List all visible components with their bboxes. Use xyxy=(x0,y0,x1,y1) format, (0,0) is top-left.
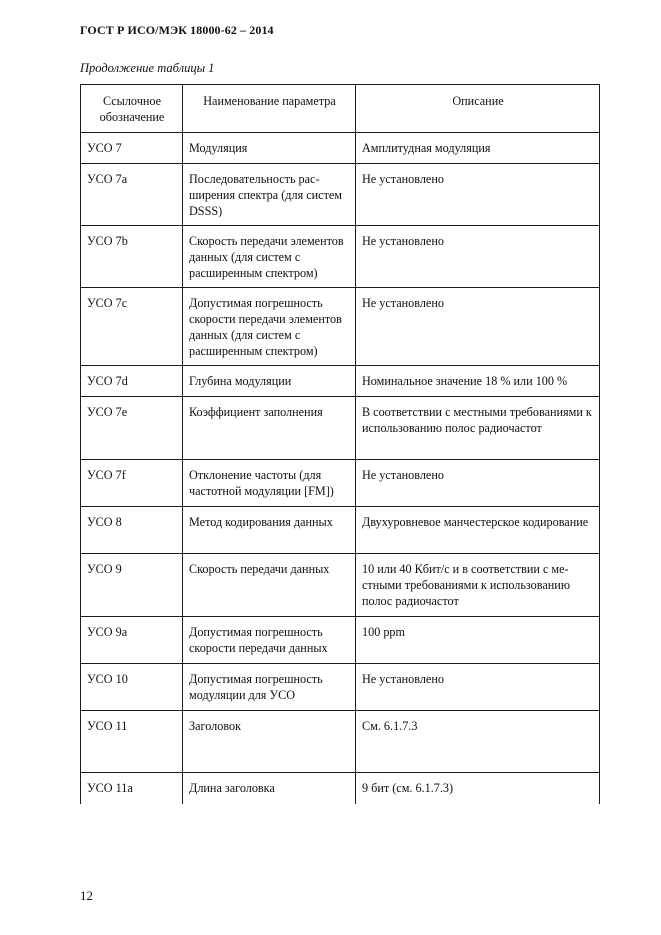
table-header-row xyxy=(81,85,600,133)
cell-desc: Не установлено xyxy=(356,164,600,226)
cell-ref: УСО 7e xyxy=(81,397,183,460)
cell-desc: Не установлено xyxy=(356,226,600,288)
cell-ref: УСО 11а xyxy=(81,773,183,804)
cell-desc: См. 6.1.7.3 xyxy=(356,711,600,773)
cell-param: Отклонение частоты (для частотной модуляции [FM]) xyxy=(183,460,356,507)
cell-ref: УСО 7b xyxy=(81,226,183,288)
table-row xyxy=(81,460,600,507)
cell-param: Глубина модуляции xyxy=(183,366,356,397)
table-row xyxy=(81,288,600,366)
cell-desc: 10 или 40 Кбит/с и в соответствии с местными требованиями к использованию полос радиочастот xyxy=(356,554,600,617)
cell-param: Последовательность расширения спектра (для систем DSSS) xyxy=(183,164,356,226)
table-row xyxy=(81,164,600,226)
page-number: 12 xyxy=(80,888,93,903)
table-row xyxy=(81,554,600,617)
table-row xyxy=(81,664,600,711)
document-header: ГОСТ Р ИСО/МЭК 18000-62 – 2014 xyxy=(80,23,274,37)
table-row xyxy=(81,773,600,804)
cell-param: Допустимая погрешность модуляции для УСО xyxy=(183,664,356,711)
cell-desc: Не установлено xyxy=(356,664,600,711)
cell-ref: УСО 9 xyxy=(81,554,183,617)
cell-param: Длина заголовка xyxy=(183,773,356,804)
cell-desc: 9 бит (см. 6.1.7.3) xyxy=(356,773,600,804)
table-row xyxy=(81,711,600,773)
cell-ref: УСО 10 xyxy=(81,664,183,711)
cell-param: Скорость передачи данных xyxy=(183,554,356,617)
cell-desc: Не установлено xyxy=(356,288,600,366)
table-row xyxy=(81,617,600,664)
cell-ref: УСО 7c xyxy=(81,288,183,366)
cell-param: Метод кодирования данных xyxy=(183,507,356,554)
cell-desc: 100 ppm xyxy=(356,617,600,664)
column-header-param: Наименование параметра xyxy=(183,85,356,133)
parameters-table xyxy=(80,84,600,804)
cell-ref: УСО 7а xyxy=(81,164,183,226)
cell-desc: В соответствии с местными требованиями к использованию полос радиочастот xyxy=(356,397,600,460)
cell-desc: Не установлено xyxy=(356,460,600,507)
cell-ref: УСО 7f xyxy=(81,460,183,507)
cell-ref: УСО 7 xyxy=(81,133,183,164)
table-continuation-label: Продолжение таблицы 1 xyxy=(80,61,215,75)
cell-desc: Номинальное значение 18 % или 100 % xyxy=(356,366,600,397)
table-row xyxy=(81,366,600,397)
cell-param: Коэффициент заполнения xyxy=(183,397,356,460)
cell-desc: Амплитудная модуляция xyxy=(356,133,600,164)
cell-param: Допустимая погрешность скорости передачи данных xyxy=(183,617,356,664)
column-header-ref: Ссылочное обозначение xyxy=(81,85,183,133)
cell-ref: УСО 7d xyxy=(81,366,183,397)
cell-ref: УСО 11 xyxy=(81,711,183,773)
column-header-desc: Описание xyxy=(356,85,600,133)
cell-ref: УСО 9а xyxy=(81,617,183,664)
table-row xyxy=(81,397,600,460)
table-row xyxy=(81,507,600,554)
cell-desc: Двухуровневое манчестерское кодирование xyxy=(356,507,600,554)
cell-param: Допустимая погрешность скорости передачи элементов данных (для систем с расширенным спектром) xyxy=(183,288,356,366)
cell-param: Модуляция xyxy=(183,133,356,164)
cell-param: Скорость передачи элементов данных (для систем с расширенным спектром) xyxy=(183,226,356,288)
cell-param: Заголовок xyxy=(183,711,356,773)
table-row xyxy=(81,226,600,288)
table-row xyxy=(81,133,600,164)
cell-ref: УСО 8 xyxy=(81,507,183,554)
